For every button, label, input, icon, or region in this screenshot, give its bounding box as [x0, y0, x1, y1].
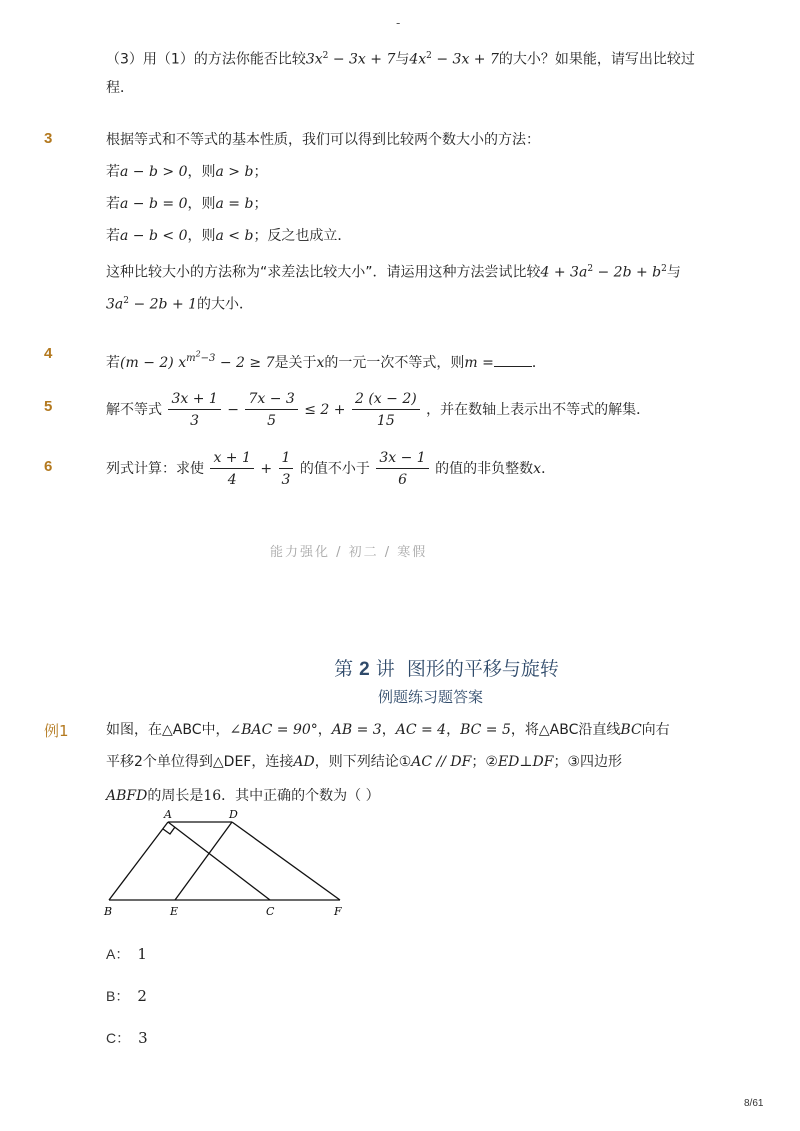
label-c: C	[266, 905, 275, 918]
triangle-translation-figure	[100, 806, 360, 924]
top-mark: -	[396, 16, 401, 30]
q3-rule1: 若a − b > 0，则a > b；	[106, 164, 268, 180]
q5-fraction-3: $\frac{2 (x - 2)}{15}$	[352, 389, 420, 432]
label-e: E	[170, 905, 179, 918]
q6-fraction-1: $\frac{x + 1}{4}$	[210, 448, 253, 491]
q3-rule2: 若a − b = 0，则a = b；	[106, 196, 268, 212]
question-number-6: 6	[44, 458, 53, 475]
option-a[interactable]: A： 1	[106, 945, 147, 963]
q5-fraction-1: $\frac{3x + 1}{3}$	[168, 389, 220, 432]
example-label: 例1	[44, 722, 69, 740]
page-number: 8/61	[744, 1098, 764, 1109]
q3-task-line1: 这种比较大小的方法称为“求差法比较大小”．请运用这种方法尝试比较$4 + 3a^2 - 2b + b^2$与	[106, 264, 681, 281]
answer-blank	[494, 352, 532, 367]
q6-fraction-2: $\frac{1}{3}$	[279, 448, 294, 491]
label-d: D	[229, 808, 238, 821]
section-title: 例题练习题答案	[378, 688, 484, 706]
lecture-title: 第 2 讲 图形的平移与旋转	[334, 658, 559, 680]
question-number-5: 5	[44, 398, 53, 415]
q5-fraction-2: $\frac{7x - 3}{5}$	[245, 389, 297, 432]
ex1-line2: 平移2个单位得到△DEF，连接AD，则下列结论①AC // DF；②ED⊥DF；③四边形	[106, 754, 623, 770]
option-c[interactable]: C： 3	[106, 1029, 148, 1047]
q2-part3-line1: （3）用（1）的方法你能否比较$3x^2 - 3x + 7$与$4x^2 - 3x + 7$的大小？如果能，请写出比较过	[106, 51, 695, 68]
option-b[interactable]: B： 2	[106, 987, 147, 1005]
q3-task-line2: $3a^2 - 2b + 1$的大小．	[106, 296, 254, 313]
segment-ab	[109, 822, 168, 900]
q6-text: 列式计算：求使 $\frac{x + 1}{4}$ + $\frac{1}{3}$ 的值不小于 $\frac{3x - 1}{6}$ 的值的非负整数x．	[106, 447, 555, 491]
q6-fraction-3: $\frac{3x - 1}{6}$	[376, 448, 428, 491]
label-a: A	[164, 808, 172, 821]
question-number-4: 4	[44, 345, 53, 362]
q5-text: 解不等式 $\frac{3x + 1}{3}$ − $\frac{7x - 3}{5}$ ≤ 2 + $\frac{2 (x - 2)}{15}$ ，并在数轴上表示出不等式的解集．	[106, 388, 650, 432]
q3-intro: 根据等式和不等式的基本性质，我们可以得到比较两个数大小的方法：	[106, 132, 540, 148]
q4-text: 若(m − 2) $x^{m^2-3} - 2 \ge 7$是关于x的一元一次不等式，则m = ．	[106, 350, 546, 371]
question-number-3: 3	[44, 130, 53, 147]
course-footer: 能力强化 / 初二 / 寒假	[270, 545, 428, 560]
label-b: B	[104, 905, 113, 918]
ex1-line3: ABFD的周长是16．其中正确的个数为（ ）	[106, 788, 380, 804]
q3-rule3: 若a − b < 0，则a < b；反之也成立．	[106, 228, 352, 244]
q2-part3-line2: 程．	[106, 80, 134, 96]
label-f: F	[334, 905, 342, 918]
ex1-line1: 如图，在△ABC中，∠BAC = 90°，AB = 3，AC = 4，BC = 5，将△ABC沿直线BC向右	[106, 722, 670, 738]
right-angle-mark	[163, 827, 175, 834]
segment-df	[232, 822, 340, 900]
